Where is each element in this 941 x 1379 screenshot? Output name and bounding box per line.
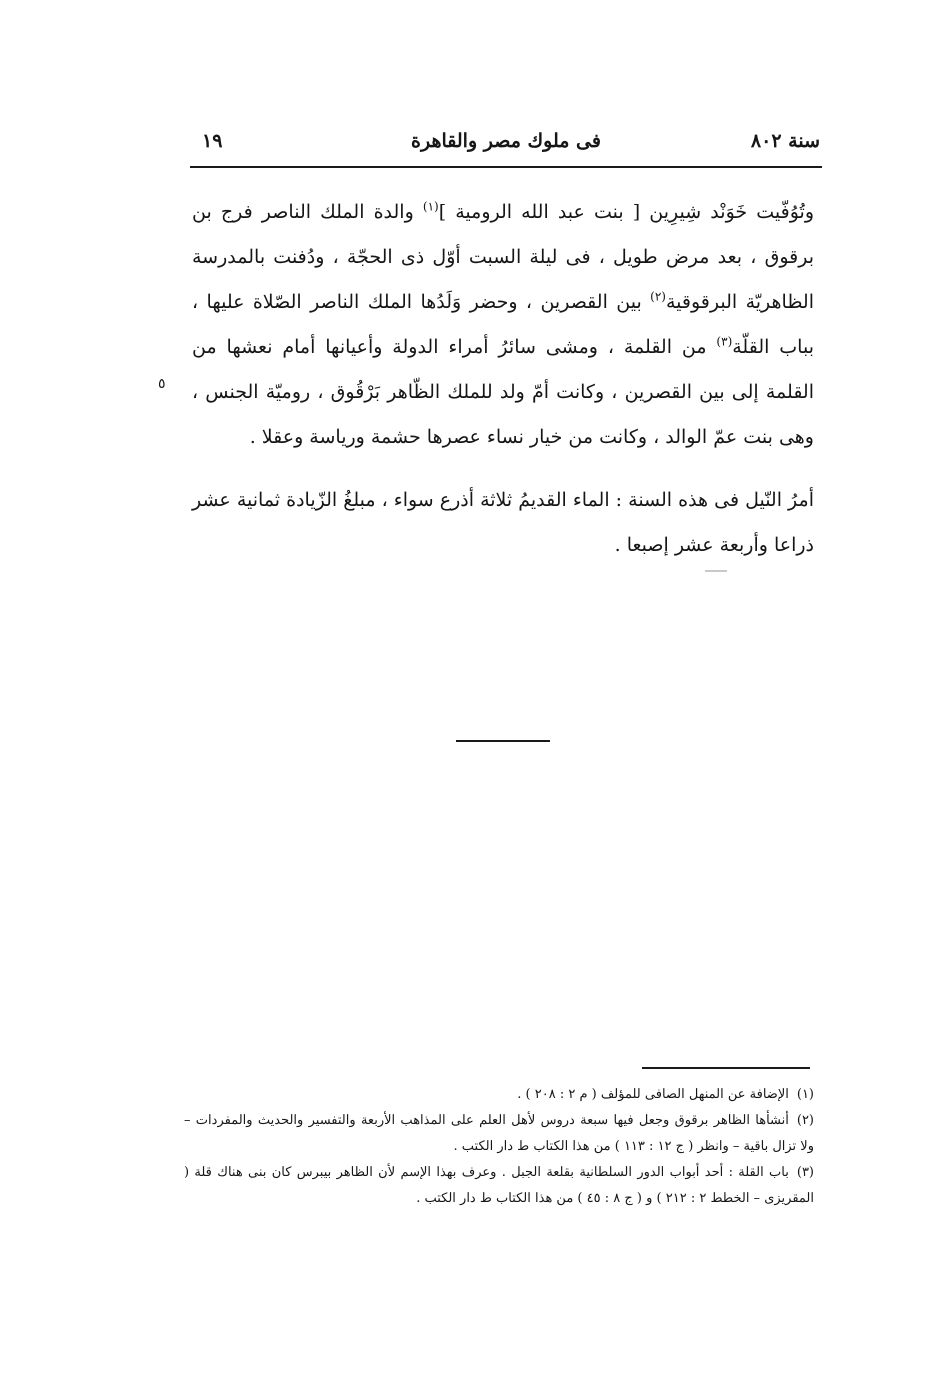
footnotes [184, 1082, 814, 1212]
ink-smudge [705, 570, 727, 572]
page-number: ١٩ [202, 130, 223, 152]
main-text [192, 190, 814, 568]
footnote-2 [184, 1108, 814, 1160]
paragraph-death-notice [192, 190, 814, 460]
paragraph-nile [192, 478, 814, 568]
text-segment: وتُوُفّيت خَوَنْد شِيرِين [ بنت عبد الله الرومية ] [438, 201, 814, 223]
footnote-number: (١) [796, 1087, 814, 1102]
text-segment: والدة الملك الناصر فرج بن برقوق ، بعد مرض طويل ، فى ليلة السبت أوّل ذى الحجّة ، ودُفنت بالمدرسة الظاهريّة البرقوقية [192, 201, 814, 313]
header-rule [190, 166, 822, 168]
footnote-ref-3: (٣) [716, 334, 733, 349]
text-segment: بين القصرين ، وحضر وَلَدُها الملك الناصر الصّلاة عليها ، بباب القلّة [192, 291, 814, 358]
footnote-text: أنشأها الظاهر برقوق وجعل فيها سبعة دروس لأهل العلم على المذاهب الأربعة والتفسير والحديث والمفردات – ولا تزال باقية – وانظر ( ج ١٢ : ١١٣ ) من هذا الكتاب ط دار الكتب . [184, 1113, 814, 1154]
header-running-title: فى ملوك مصر والقاهرة [411, 130, 601, 152]
text-segment: أمرُ النّيل فى هذه السنة : الماء القديمُ ثلاثة أذرع سواء ، مبلغُ الزّيادة ثمانية عشر ذراعا وأربعة عشر إصبعا . [192, 489, 814, 556]
footnote-ref-1: (١) [422, 199, 439, 214]
footnote-number: (٣) [796, 1165, 814, 1180]
margin-line-number: ٥ [158, 376, 166, 392]
section-end-rule [456, 740, 550, 742]
footnote-3 [184, 1160, 814, 1212]
footnote-ref-2: (٢) [650, 289, 666, 304]
running-header [190, 126, 822, 166]
footnote-text: الإضافة عن المنهل الصافى للمؤلف ( م ٢ : ٢٠٨ ) . [517, 1087, 789, 1102]
footnote-text: باب القلة : أحد أبواب الدور السلطانية بقلعة الجبل . وعرف بهذا الإسم لأن الظاهر بيبرس كان بنى هناك قلة ( المقريزى – الخطط ٢ : ٢١٢ ) و ( ج ٨ : ٤٥ ) من هذا الكتاب ط دار الكتب . [184, 1165, 814, 1206]
footnote-1 [184, 1082, 814, 1108]
text-segment: من القلمة ، ومشى سائرُ أمراء الدولة وأعيانها أمام نعشها من القلمة إلى بين القصرين ، وكانت أمّ ولد للملك الظّاهر بَرْقُوق ، روميّة الجنس ، وهى بنت عمّ الوالد ، وكانت من خيار نساء عصرها حشمة ورياسة وعقلا . [192, 336, 814, 448]
header-year: سنة ٨٠٢ [750, 130, 820, 152]
footnote-separator [642, 1067, 810, 1069]
footnote-number: (٢) [796, 1113, 814, 1128]
